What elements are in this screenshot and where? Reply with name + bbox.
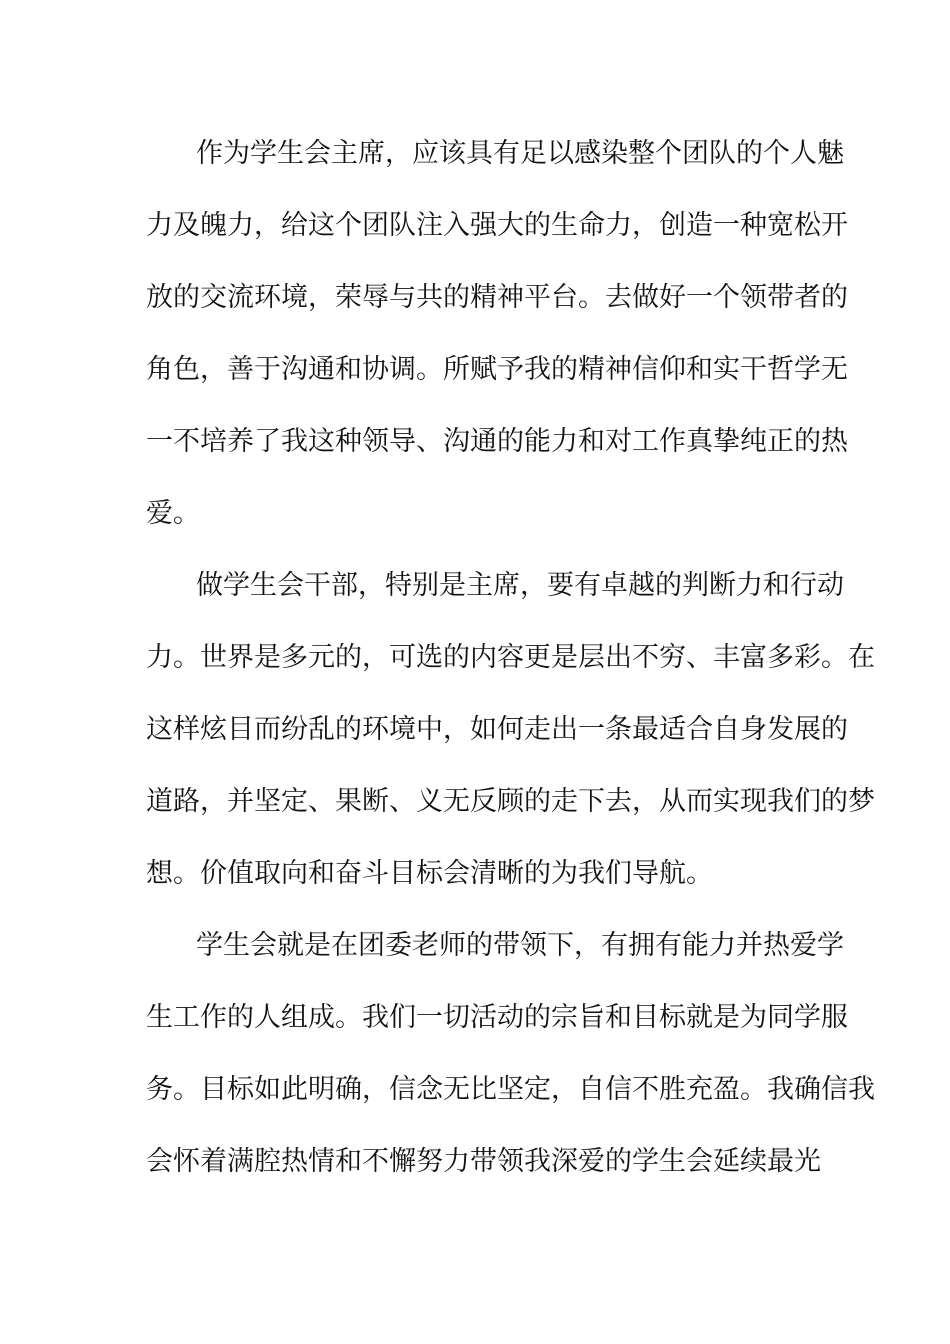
paragraph-3-line-4: 会怀着满腔热情和不懈努力带领我深爱的学生会延续最光 bbox=[146, 1146, 821, 1177]
paragraph-2-line-4: 道路，并坚定、果断、义无反顾的走下去，从而实现我们的梦 bbox=[146, 786, 875, 817]
paragraph-1-line-5: 一不培养了我这种领导、沟通的能力和对工作真挚纯正的热 bbox=[146, 426, 848, 457]
paragraph-1-line-6: 爱。 bbox=[146, 498, 200, 529]
paragraph-2-line-1: 做学生会干部，特别是主席，要有卓越的判断力和行动 bbox=[196, 570, 844, 601]
paragraph-3-line-3: 务。目标如此明确，信念无比坚定，自信不胜充盈。我确信我 bbox=[146, 1074, 875, 1105]
paragraph-2-line-3: 这样炫目而纷乱的环境中，如何走出一条最适合自身发展的 bbox=[146, 714, 848, 745]
paragraph-1-line-2: 力及魄力，给这个团队注入强大的生命力，创造一种宽松开 bbox=[146, 210, 848, 241]
paragraph-3-line-1: 学生会就是在团委老师的带领下，有拥有能力并热爱学 bbox=[196, 930, 844, 961]
paragraph-3-line-2: 生工作的人组成。我们一切活动的宗旨和目标就是为同学服 bbox=[146, 1002, 848, 1033]
paragraph-2-line-2: 力。世界是多元的，可选的内容更是层出不穷、丰富多彩。在 bbox=[146, 642, 875, 673]
paragraph-2-line-5: 想。价值取向和奋斗目标会清晰的为我们导航。 bbox=[146, 858, 713, 889]
paragraph-1-line-1: 作为学生会主席，应该具有足以感染整个团队的个人魅 bbox=[196, 138, 844, 169]
paragraph-1-line-4: 角色，善于沟通和协调。所赋予我的精神信仰和实干哲学无 bbox=[146, 354, 848, 385]
paragraph-1-line-3: 放的交流环境，荣辱与共的精神平台。去做好一个领带者的 bbox=[146, 282, 848, 313]
